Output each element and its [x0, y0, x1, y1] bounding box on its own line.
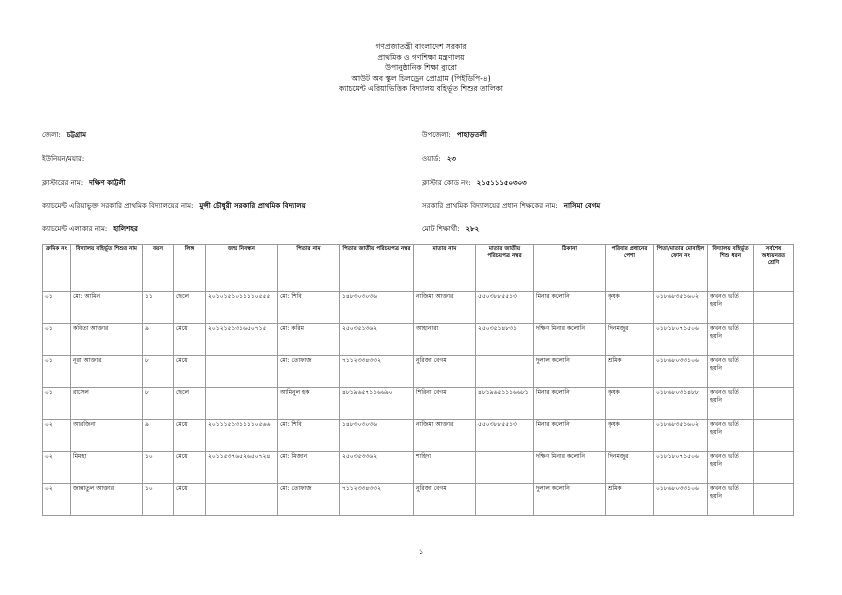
table-row [43, 484, 794, 516]
ward-label: ওয়ার্ড: [422, 155, 441, 163]
table-cell: ৪৮১৯৬৫৭১১৬৬৯০ [340, 388, 414, 420]
table-cell: দক্ষিণ মিনার কলোনি [534, 324, 606, 356]
table-cell: মিনার কলোনি [534, 292, 606, 324]
table-cell: ০১ [43, 388, 71, 420]
school-field [42, 200, 306, 212]
table-cell: ৭১১২৩৩৪৩৩২ [340, 356, 414, 388]
table-cell [754, 484, 794, 516]
column-header: মাতার নাম [414, 245, 476, 292]
table-cell: কবিতা আক্তার [71, 324, 143, 356]
area-label: ক্যাচমেন্ট এলাকার নাম: [42, 225, 108, 233]
table-cell: নুরিজা বেগম [414, 484, 476, 516]
area-field [42, 223, 138, 235]
column-header: মাতার জাতীয় পরিচয়পত্র নম্বর [476, 245, 534, 292]
table-cell: ০১৮১৮০৭১৫০৬ [654, 452, 708, 484]
table-cell: ২০১১১৫১৩১১১১০৫৬৬ [206, 420, 278, 452]
table-cell [754, 356, 794, 388]
table-cell: নূরা আক্তার [71, 356, 143, 388]
column-header: ক্রমিক নং [43, 245, 71, 292]
table-cell: মো: শিবি [278, 420, 340, 452]
table-cell: দক্ষিণ মিনার কলোনি [534, 452, 606, 484]
table-cell: ২৫০৩৫১৩৬২ [340, 324, 414, 356]
column-header: পিতার নাম [278, 245, 340, 292]
total-field [422, 223, 479, 235]
table-cell: মো: তোফাজ [278, 484, 340, 516]
table-cell: ০১ [43, 324, 71, 356]
table-cell: রাসেল [71, 388, 143, 420]
table-cell: ২৫০৩৫১৪৮৩১ [476, 324, 534, 356]
table-cell [206, 388, 278, 420]
header-line-4: আউট অব স্কুল চিলড্রেন প্রোগ্রাম (পিইডিপি-৪) [351, 73, 491, 83]
table-cell: আহানারা [414, 324, 476, 356]
table-cell: কৃষক [606, 292, 654, 324]
table-cell [476, 484, 534, 516]
table-row [43, 292, 794, 324]
table-row [43, 388, 794, 420]
table-cell: মো: আমিন [71, 292, 143, 324]
table-cell: ০১৮৬৮০৩১৪৮৮ [654, 388, 708, 420]
table-cell: মো: করিম [278, 324, 340, 356]
table-cell: শ্রমিক [606, 356, 654, 388]
header-line-3: উপানুষ্ঠানিক শিক্ষা ব্যুরো [385, 63, 457, 72]
district-value: চট্টগ্রাম [66, 131, 87, 139]
table-cell [754, 452, 794, 484]
table-cell: কখনও ভর্তি হয়নি [708, 388, 754, 420]
table-cell: মো: তোফাজ [278, 356, 340, 388]
table-cell: মেয়ে [174, 484, 206, 516]
table-cell [754, 388, 794, 420]
table-cell [754, 324, 794, 356]
table-row [43, 324, 794, 356]
total-label: মোট শিক্ষার্থী: [422, 225, 460, 233]
table-cell: মেয়ে [174, 356, 206, 388]
table-cell: কখনও ভর্তি হয়নি [708, 452, 754, 484]
table-cell: ছেলে [174, 388, 206, 420]
head-teacher-field [422, 200, 600, 212]
table-cell: ছেলে [174, 292, 206, 324]
upazila-label: উপজেলা: [422, 131, 451, 139]
column-header: বিদ্যালয় বহির্ভূত শিশুর নাম [71, 245, 143, 292]
upazila-field [422, 129, 487, 141]
table-cell: ০১ [43, 292, 71, 324]
page-number: ১ [418, 548, 424, 556]
table-cell: ৪৮১৯৬৫১১১৬৬৮১ [476, 388, 534, 420]
column-header: পিতা/মাতার মোবাইল ফোন নং [654, 245, 708, 292]
column-header: জন্ম নিবন্ধন [206, 245, 278, 292]
union-field [42, 153, 90, 165]
table-cell: দিনমজুর [606, 324, 654, 356]
table-cell: দুলাল কলোনি [534, 356, 606, 388]
table-cell: নুরিজা বেগম [414, 356, 476, 388]
table-cell: ০১৮৬৮০৩৩১০৬ [654, 356, 708, 388]
head-teacher-value: নাসিমা বেগম [563, 202, 601, 210]
table-cell: ৮ [143, 356, 174, 388]
table-row [43, 420, 794, 452]
table-row [43, 452, 794, 484]
header-line-1: গণপ্রজাতন্ত্রী বাংলাদেশ সরকার [375, 42, 467, 51]
out-of-school-children-table [42, 244, 794, 516]
table-cell: ০২ [43, 484, 71, 516]
cluster-code-field [422, 177, 527, 189]
table-cell [206, 484, 278, 516]
table-row [43, 356, 794, 388]
table-cell: কখনও ভর্তি হয়নি [708, 484, 754, 516]
table-cell: মেয়ে [174, 324, 206, 356]
column-header: বয়স [143, 245, 174, 292]
table-cell: দুলাল কলোনি [534, 484, 606, 516]
cluster-label: ক্লাস্টারের নাম: [42, 179, 84, 187]
table-cell: কৃষক [606, 420, 654, 452]
district-field [42, 129, 86, 141]
table-cell: নাজিমা আক্তার [414, 420, 476, 452]
column-header: ঠিকানা [534, 245, 606, 292]
head-teacher-label: সরকারি প্রাথমিক বিদ্যালয়ের প্রধান শিক্ষকের নাম: [422, 202, 558, 210]
header-line-2: প্রাথমিক ও গণশিক্ষা মন্ত্রণালয় [377, 52, 465, 62]
table-cell: ৫৫০৩৮৮৫৫১৩ [476, 420, 534, 452]
table-cell: মিনার কলোনি [534, 388, 606, 420]
header-line-5: ক্যাচমেন্ট এরিয়াভিত্তিক বিদ্যালয় বহির্ভূত শিশুর তালিকা [339, 84, 503, 93]
table-cell [476, 452, 534, 484]
column-header: পরিবার প্রধানের পেশা [606, 245, 654, 292]
table-cell: কখনও ভর্তি হয়নি [708, 292, 754, 324]
table-cell: ০২ [43, 452, 71, 484]
table-cell [476, 356, 534, 388]
cluster-code-value: ২১৫১১১৫০৩০৩ [476, 179, 527, 187]
area-value: হালিশহর [113, 225, 138, 233]
table-cell: ২০১২১৫১৩১৬৫০৭১৫ [206, 324, 278, 356]
table-cell: ৮ [143, 388, 174, 420]
table-cell: জান্নাতুল আক্তার [71, 484, 143, 516]
table-cell: কখনও ভর্তি হয়নি [708, 324, 754, 356]
table-cell: মো: মিজান [278, 452, 340, 484]
upazila-value: পাহাড়তলী [456, 131, 487, 139]
column-header: বিদ্যালয় বহির্ভূত শিশু ধরন [708, 245, 754, 292]
cluster-field [42, 177, 126, 189]
table-cell: মেয়ে [174, 452, 206, 484]
table-body [43, 292, 794, 516]
table-cell: ০১৮৬৮৩৫১৬০২ [654, 292, 708, 324]
cluster-value: দক্ষিণ কাট্টলী [89, 179, 126, 187]
table-cell: কৃষক [606, 388, 654, 420]
school-value: মুন্সী চৌধুরী সরকারি প্রাথমিক বিদ্যালয় [199, 202, 306, 210]
table-cell: মেয়ে [174, 420, 206, 452]
table-cell: ১৪৮৩০৩০৩৬ [340, 292, 414, 324]
table-cell: ০১ [43, 356, 71, 388]
cluster-code-label: ক্লাস্টার কোড নং: [422, 179, 471, 187]
ward-value: ২৩ [446, 155, 456, 163]
column-header: পিতার জাতীয় পরিচয়পত্র নম্বর [340, 245, 414, 292]
table-cell: মিনার কলোনি [534, 420, 606, 452]
district-label: জেলা: [42, 131, 61, 139]
table-cell: আরজিনা [71, 420, 143, 452]
ward-field [422, 153, 456, 165]
school-label: ক্যাচমেন্ট এরিয়াভুক্ত সরকারি প্রাথমিক বিদ্যালয়ের নাম: [42, 202, 194, 210]
table-cell: নাজিমা আক্তার [414, 292, 476, 324]
table-cell: ০১৮৬৮০৩৩১০৬ [654, 484, 708, 516]
table-cell: কখনও ভর্তি হয়নি [708, 420, 754, 452]
table-cell: ২০১০১৫১০১১১১০৫৫৫ [206, 292, 278, 324]
table-cell: ৯ [143, 324, 174, 356]
table-cell: ৭১১২৩৩৪৩৩২ [340, 484, 414, 516]
table-cell [754, 292, 794, 324]
table-cell: ২০১১৫৩৭৬৫২৬৫০৭২৪ [206, 452, 278, 484]
union-label: ইউনিয়ন/ময়ার: [42, 155, 85, 163]
table-cell: কখনও ভর্তি হয়নি [708, 356, 754, 388]
table-cell: ০১৮১৮০৭১৫০৬ [654, 324, 708, 356]
table-cell: শ্রমিক [606, 484, 654, 516]
table-cell [206, 356, 278, 388]
total-value: ২৮২ [465, 225, 480, 233]
table-cell: মো: শিবি [278, 292, 340, 324]
document-header [0, 42, 842, 95]
table-cell: দিনমজুর [606, 452, 654, 484]
table-cell: আমিনুল হক [278, 388, 340, 420]
table-cell: শাহিদা [414, 452, 476, 484]
table-header-row [43, 245, 794, 292]
column-header: লিঙ্গ [174, 245, 206, 292]
table-cell: ০২ [43, 420, 71, 452]
table-cell: ১৪৮৩০৩০৩৬ [340, 420, 414, 452]
table-cell: ১০ [143, 484, 174, 516]
table-cell: ১০ [143, 452, 174, 484]
table-cell: ৯ [143, 420, 174, 452]
table-cell [754, 420, 794, 452]
table-cell: ২৫০৩৫৩৩৬২ [340, 452, 414, 484]
table-cell: ০১৮৬৮৩৫১৬০২ [654, 420, 708, 452]
table-cell: শিরিনা বেগম [414, 388, 476, 420]
table-cell: মিমহা [71, 452, 143, 484]
column-header: সর্বশেষ অধ্যয়নরত শ্রেণি [754, 245, 794, 292]
table-cell: ৫৫০৩৮৮৫৫১৩ [476, 292, 534, 324]
table-cell: ১১ [143, 292, 174, 324]
